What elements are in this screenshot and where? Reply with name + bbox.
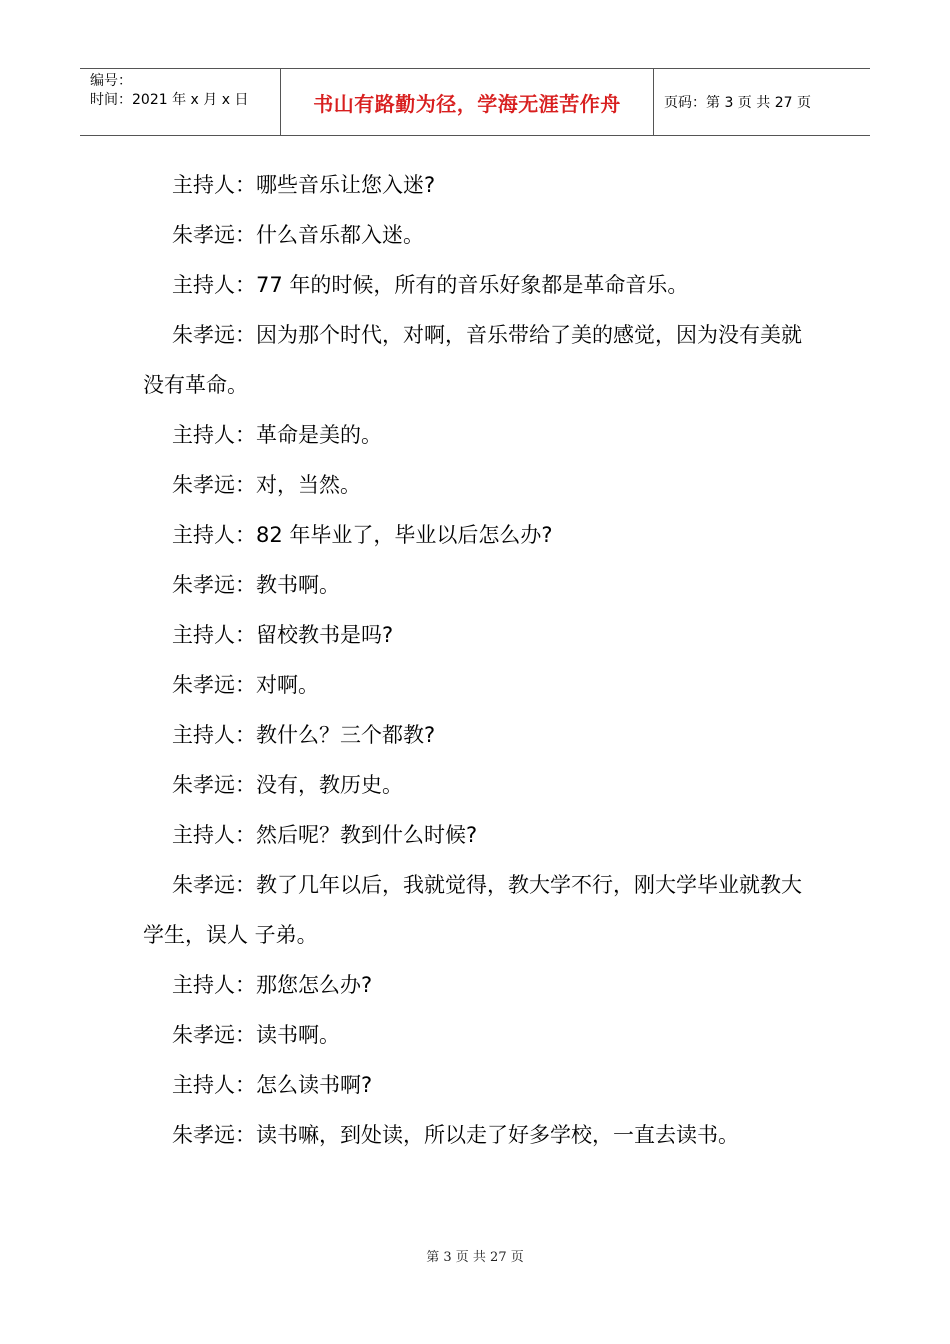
number-label: 编号： [90,73,132,89]
dialogue-line: 朱孝远：读书嘛，到处读，所以走了好多学校，一直去读书。 [172,1123,739,1147]
dialogue-line: 朱孝远：没有，教历史。 [172,773,403,797]
page-header [80,68,870,136]
dialogue-line: 朱孝远：读书啊。 [172,1023,340,1047]
dialogue-line: 主持人：哪些音乐让您入迷? [172,173,436,197]
header-meta [80,69,281,135]
header-page-label: 页码：第 3 页 共 27 页 [664,95,811,111]
dialogue-line: 朱孝远：对啊。 [172,673,319,697]
dialogue-line: 朱孝远：教书啊。 [172,573,340,597]
dialogue-line: 主持人：怎么读书啊? [172,1073,373,1097]
dialogue-line: 朱孝远：因为那个时代，对啊，音乐带给了美的感觉，因为没有美就没有革命。 [143,323,802,397]
dialogue-line: 主持人：教什么？三个都教? [172,723,436,747]
page-footer: 第 3 页 共 27 页 [426,1250,524,1265]
header-motto: 书山有路勤为径，学海无涯苦作舟 [281,69,654,135]
dialogue-line: 主持人：那您怎么办? [172,973,373,997]
dialogue-line: 朱孝远：教了几年以后，我就觉得，教大学不行，刚大学毕业就教大学生，误人 子弟。 [143,873,802,947]
dialogue-line: 主持人：77 年的时候，所有的音乐好象都是革命音乐。 [172,273,689,297]
dialogue-line: 主持人：革命是美的。 [172,423,382,447]
dialogue-line: 主持人：然后呢？教到什么时候? [172,823,478,847]
dialogue-line: 主持人：82 年毕业了，毕业以后怎么办? [172,523,553,547]
dialogue-line: 朱孝远：对，当然。 [172,473,361,497]
dialogue-body [143,160,813,1160]
dialogue-line: 朱孝远：什么音乐都入迷。 [172,223,424,247]
time-label: 时间：2021 年 x 月 x 日 [90,92,249,108]
dialogue-line: 主持人：留校教书是吗? [172,623,394,647]
